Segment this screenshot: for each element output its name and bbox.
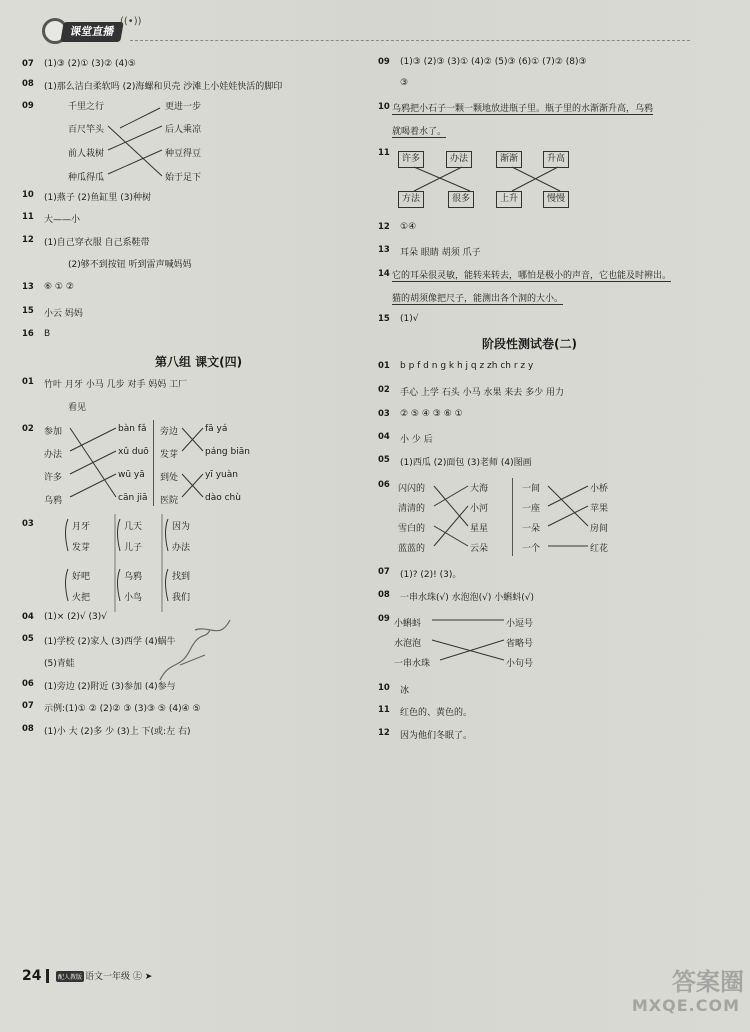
t09-right-1: 省略号	[506, 639, 534, 649]
r-q14-line2: 猫的胡须像把尺子，能测出各个洞的大小。	[392, 291, 563, 305]
page-header	[0, 0, 750, 48]
s02-c4-1: páng biān	[205, 447, 250, 457]
s02-c4-2: yī yuàn	[205, 470, 238, 480]
footer-subject: 语文一年级 ㊤ ➤	[85, 972, 153, 982]
s05-num: 05	[22, 634, 34, 644]
s02-c3-0: 旁边	[160, 427, 179, 437]
q08-num: 08	[22, 79, 34, 89]
r-q11-line-3	[512, 167, 560, 191]
r-q14-line1: 它的耳朵很灵敏，能转来转去，哪怕是极小的声音，它也能及时辨出。	[392, 268, 671, 282]
t10-num: 10	[378, 683, 390, 693]
s03-g4-1: 火把	[72, 593, 91, 603]
r-q11-bottom-3: 慢慢	[543, 191, 569, 208]
t09-left-0: 小蝌蚪	[394, 619, 422, 629]
s03-brace-4	[66, 569, 69, 601]
q09-left-3: 种瓜得瓜	[68, 173, 105, 183]
s03-g2-1: 儿子	[124, 543, 143, 553]
r-q13-num: 13	[378, 245, 390, 255]
s05-answer: (1)学校 (2)家人 (3)西学 (4)蜗牛	[44, 637, 176, 647]
q09-left-2: 前人栽树	[68, 149, 105, 159]
s02-c4-0: fā yá	[205, 424, 228, 434]
t08-num: 08	[378, 590, 390, 600]
t06-num: 06	[378, 480, 390, 490]
t12-num: 12	[378, 728, 390, 738]
r-q10-line2: 就喝着水了。	[392, 124, 446, 138]
t05-answer: (1)西瓜 (2)面包 (3)老师 (4)图画	[400, 458, 532, 468]
s02-line-4	[70, 474, 116, 497]
t09-line-3	[440, 640, 504, 660]
r-q10-line1: 乌鸦把小石子一颗一颗地放进瓶子里。瓶子里的水渐渐升高，乌鸦	[392, 101, 653, 115]
q15-num: 15	[22, 306, 34, 316]
r-q11-top-0: 许多	[398, 151, 424, 168]
t03-num: 03	[378, 409, 390, 419]
s02-c1-1: 办法	[44, 450, 63, 460]
q09-right-1: 后人乘凉	[165, 125, 202, 135]
s03-g6-1: 我们	[172, 593, 191, 603]
r-q11-top-3: 升高	[543, 151, 569, 168]
s03-g1-0: 月牙	[72, 522, 91, 532]
q13-answer: ⑥ ① ②	[44, 282, 74, 292]
s02-divider	[153, 420, 154, 506]
t06-line-6	[548, 486, 588, 506]
s03-g5-0: 乌鸦	[124, 572, 143, 582]
t09-left-1: 水泡泡	[394, 639, 422, 649]
q11-num: 11	[22, 212, 34, 222]
page-number: 24	[22, 968, 42, 984]
r-q15-num: 15	[378, 314, 390, 324]
right-section-title: 阶段性测试卷(二)	[482, 337, 577, 351]
s01-line2: 看见	[68, 403, 87, 413]
t09-left-2: 一串水珠	[394, 659, 431, 669]
s03-brace-6	[166, 569, 169, 601]
r-q11-top-1: 办法	[446, 151, 472, 168]
t12-answer: 因为他们冬眠了。	[400, 731, 473, 741]
s03-num: 03	[22, 519, 34, 529]
q09-line-3	[120, 108, 160, 128]
q10-answer: (1)燕子 (2)鱼缸里 (3)种树	[44, 193, 151, 203]
s02-line-2	[70, 428, 116, 451]
r-q09-num: 09	[378, 57, 390, 67]
t01-num: 01	[378, 361, 390, 371]
s08-num: 08	[22, 724, 34, 734]
t10-answer: 冰	[400, 686, 410, 696]
s03-brace-5	[118, 569, 121, 601]
s03-brace-1	[66, 519, 69, 551]
s02-c4-3: dào chù	[205, 493, 241, 503]
s02-c1-0: 参加	[44, 427, 63, 437]
signal-icon: ((•))	[120, 16, 142, 27]
s03-g6-0: 找到	[172, 572, 191, 582]
t04-num: 04	[378, 432, 390, 442]
s02-line-3	[70, 451, 116, 474]
s02-num: 02	[22, 424, 34, 434]
s04-num: 04	[22, 612, 34, 622]
s03-g1-1: 发芽	[72, 543, 91, 553]
q15-answer: 小云 妈妈	[44, 309, 83, 319]
r-q14-num: 14	[378, 269, 390, 279]
q12-line2: (2)够不到按钮 听到雷声喊妈妈	[68, 260, 192, 270]
r-q11-bottom-0: 方法	[398, 191, 424, 208]
s03-g3-0: 因为	[172, 522, 191, 532]
q09-right-0: 更进一步	[165, 102, 202, 112]
t09-right-0: 小逗号	[506, 619, 534, 629]
t08-answer: 一串水珠(√) 水泡泡(√) 小蝌蚪(√)	[400, 593, 534, 603]
q09-left-1: 百尺竿头	[68, 125, 105, 135]
s02-c2-1: xǔ duō	[118, 447, 149, 457]
t06-ql-0: 一间	[522, 484, 541, 494]
t06-line-3	[434, 526, 468, 546]
q11-answer: 大——小	[44, 215, 81, 225]
q09-right-2: 种豆得豆	[165, 149, 202, 159]
t06-mid-1: 小河	[470, 504, 489, 514]
t06-line-4	[434, 506, 468, 546]
s03-g3-1: 办法	[172, 543, 191, 553]
s06-answer: (1)旁边 (2)附近 (3)参加 (4)参与	[44, 682, 176, 692]
t06-line-2	[434, 486, 468, 506]
t06-left-3: 蓝蓝的	[398, 544, 426, 554]
t09-right-2: 小句号	[506, 659, 534, 669]
t06-mid-3: 云朵	[470, 544, 489, 554]
r-q11-line-1	[414, 167, 470, 191]
t05-num: 05	[378, 455, 390, 465]
r-q11-bottom-1: 很多	[448, 191, 474, 208]
s02-c2-2: wū yā	[118, 470, 145, 480]
t11-num: 11	[378, 705, 390, 715]
footer-bar	[46, 969, 49, 983]
t07-answer: (1)? (2)! (3)。	[400, 570, 462, 580]
s05-line2: (5)青蛙	[44, 659, 75, 669]
t06-line-1	[434, 486, 468, 526]
s06-num: 06	[22, 679, 34, 689]
r-q11-bottom-2: 上升	[496, 191, 522, 208]
s08-answer: (1)小 大 (2)多 少 (3)上 下(或:左 右)	[44, 727, 191, 737]
s03-g4-0: 好吧	[72, 572, 91, 582]
t11-answer: 红色的、黄色的。	[400, 708, 473, 718]
s07-num: 07	[22, 701, 34, 711]
r-q09-line2: ③	[400, 78, 409, 88]
s02-c1-3: 乌鸦	[44, 496, 63, 506]
q12-num: 12	[22, 235, 34, 245]
t06-left-1: 清清的	[398, 504, 426, 514]
t09-line-2	[432, 640, 504, 660]
t06-qr-3: 红花	[590, 544, 609, 554]
r-q11-num: 11	[378, 148, 390, 158]
q10-num: 10	[22, 190, 34, 200]
s02-line-6	[182, 428, 203, 451]
t06-left-2: 雪白的	[398, 524, 426, 534]
t06-divider	[512, 478, 513, 556]
t06-left-0: 闪闪的	[398, 484, 426, 494]
watermark-logo: 答案圈	[672, 968, 744, 996]
t06-qr-1: 苹果	[590, 504, 609, 514]
s04-answer: (1)× (2)√ (3)√	[44, 612, 107, 622]
t06-mid-0: 大海	[470, 484, 489, 494]
watermark-url: MXQE.COM	[631, 996, 740, 1015]
s01-num: 01	[22, 377, 34, 387]
s01-line1: 竹叶 月牙 小马 几步 对手 妈妈 工厂	[44, 380, 188, 390]
q09-line-1	[108, 126, 162, 176]
r-q11-top-2: 渐渐	[496, 151, 522, 168]
q13-num: 13	[22, 282, 34, 292]
t06-mid-2: 星星	[470, 524, 489, 534]
r-q10-num: 10	[378, 102, 390, 112]
footer-badge: 配人教版	[56, 971, 84, 982]
q09-num: 09	[22, 101, 34, 111]
r-q13-answer: 耳朵 眼睛 胡须 爪子	[400, 248, 481, 258]
q16-answer: B	[44, 329, 51, 339]
t01-answer: b p f d n g k h j q z zh ch r z y	[400, 361, 534, 371]
t06-line-5	[548, 486, 588, 526]
header-divider	[130, 40, 690, 41]
s02-line-5	[182, 428, 203, 451]
r-q12-answer: ①④	[400, 222, 417, 232]
s02-line-8	[182, 474, 203, 497]
s02-c3-2: 到处	[160, 473, 179, 483]
q09-line-4	[108, 150, 162, 174]
s02-c1-2: 许多	[44, 473, 63, 483]
s02-line-1	[70, 428, 116, 497]
t06-ql-1: 一座	[522, 504, 541, 514]
s02-c2-0: bàn fǎ	[118, 424, 147, 434]
handwriting-scribble	[150, 610, 240, 690]
t06-ql-2: 一朵	[522, 524, 541, 534]
r-q11-line-4	[512, 167, 558, 191]
q12-line1: (1)自己穿衣服 自己系鞋带	[44, 238, 150, 248]
t04-answer: 小 少 后	[400, 435, 433, 445]
t06-qr-0: 小桥	[590, 484, 609, 494]
t02-num: 02	[378, 385, 390, 395]
q09-left-0: 千里之行	[68, 102, 105, 112]
s03-brace-3	[166, 519, 169, 551]
r-q09-line1: (1)③ (2)③ (3)① (4)② (5)③ (6)① (7)② (8)③	[400, 57, 587, 67]
t06-line-7	[548, 506, 588, 526]
s02-line-7	[182, 474, 203, 497]
t07-num: 07	[378, 567, 390, 577]
left-section-title: 第八组 课文(四)	[155, 355, 243, 369]
s03-g5-1: 小鸟	[124, 593, 143, 603]
s03-brace-2	[118, 519, 121, 551]
q16-num: 16	[22, 329, 34, 339]
r-q15-answer: (1)√	[400, 314, 419, 324]
s02-c3-3: 医院	[160, 496, 179, 506]
t03-answer: ② ⑤ ④ ③ ⑥ ①	[400, 409, 463, 419]
q09-line-2	[108, 126, 162, 150]
header-logo-text: 课堂直播	[60, 22, 124, 42]
q08-answer: (1)那么洁白柔软吗 (2)海螺和贝壳 沙滩上小娃娃快活的脚印	[44, 82, 283, 92]
q07-num: 07	[22, 59, 34, 69]
t09-num: 09	[378, 614, 390, 624]
r-q11-line-2	[414, 167, 462, 191]
s07-answer: 示例:(1)① ② (2)② ③ (3)③ ⑤ (4)④ ⑤	[44, 704, 201, 714]
q07-answer: (1)③ (2)① (3)② (4)⑤	[44, 59, 136, 69]
t06-ql-3: 一个	[522, 544, 541, 554]
r-q12-num: 12	[378, 222, 390, 232]
q09-right-3: 始于足下	[165, 173, 202, 183]
s03-g2-0: 几天	[124, 522, 143, 532]
s02-c2-3: cān jiā	[118, 493, 148, 503]
t02-answer: 手心 上学 石头 小马 水果 来去 多少 用力	[400, 388, 565, 398]
s02-c3-1: 发芽	[160, 450, 179, 460]
t06-qr-2: 房间	[590, 524, 609, 534]
